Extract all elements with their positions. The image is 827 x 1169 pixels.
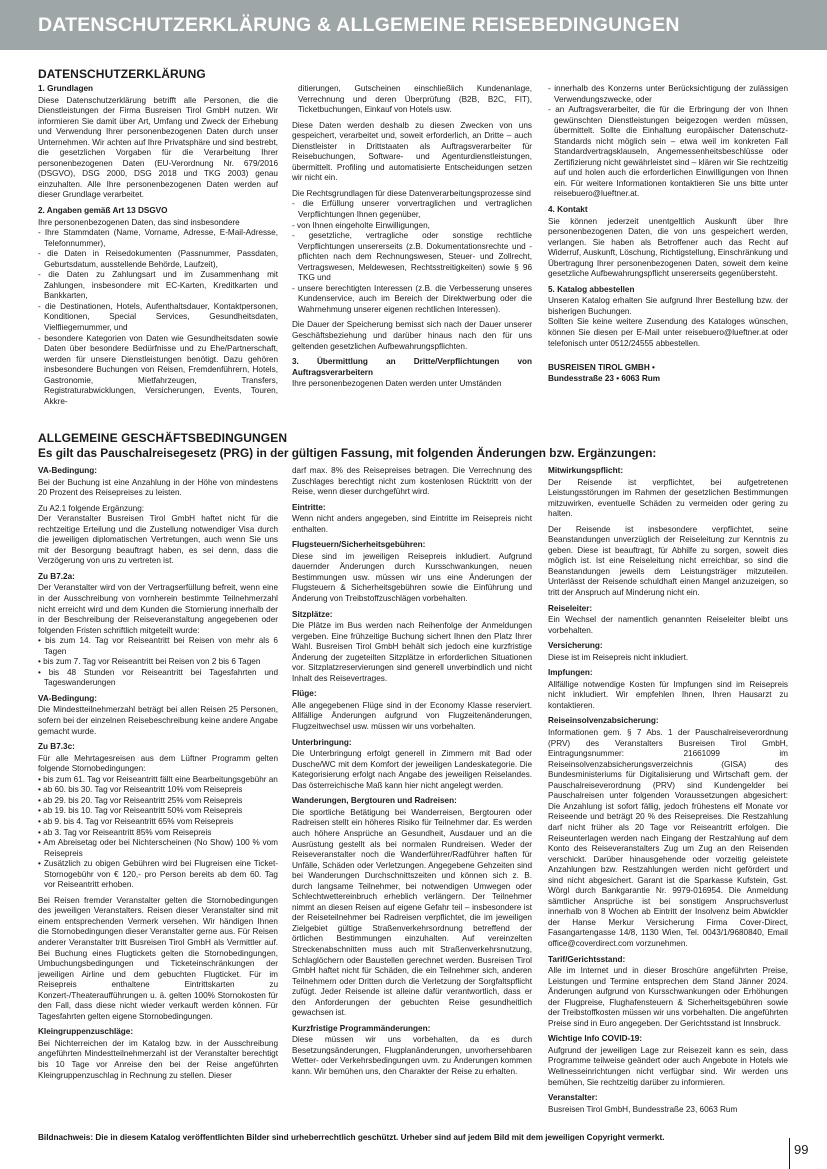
heading-fluege: Flüge: [292, 689, 317, 699]
list-item: - gesetzliche, vertragliche oder sonstige rechtliche Verpflichtungen unsererseits (z.B. Dokumentationsrechte und -pflichten nach dem Rechnungswesen, Steuer- und Zollrecht, Vertragswesen, Meldewesen, Rechtsstreitigkeiten) sowie § 96 TKG und [292, 231, 532, 284]
paragraph: Für alle Mehrtagesreisen aus dem Lüftner Programm gelten folgende Stornobedingungen: [38, 753, 278, 774]
heading-programmaenderungen: Kurzfristige Programmänderungen: [292, 1023, 431, 1033]
heading-kontakt: 4. Kontakt [548, 205, 588, 215]
terms-column-1 [38, 466, 278, 1118]
list-item: • Zusätzlich zu obigen Gebühren wird bei Flugreisen eine Ticket-Stornogebühr von € 120,- pro Person bereits ab dem 60. Tag vor Reiseantritt erhoben. [38, 859, 278, 891]
privacy-column-2 [292, 84, 532, 408]
list-item: • ab 60. bis 30. Tag vor Reiseantritt 10% vom Reisepreis [38, 785, 278, 796]
paragraph: Ihre personenbezogenen Daten, das sind insbesondere [38, 217, 240, 227]
paragraph: Zu A2.1 folgende Ergänzung: [38, 503, 145, 513]
page-number: 99 [794, 1142, 809, 1157]
paragraph: Diese Datenschutzerklärung betrifft alle Personen, die die Dienstleistungen der Firma Busreisen Tirol GmbH nutzen. Wir informieren Sie damit über Art, Umfang und Zweck der Erhebung und Verwendung Ihrer personenbezogenen Daten durch unser Unternehmen. Wir achten auf Ihre Privatsphäre und sind bestrebt, die gesetzlichen Vorgaben für die Verarbeitung Ihrer personenbezogenen Daten (EU-Verordnung Nr. 679/2016 (DSGVO), DSG 2000, DSG 2018 und TKG 2003) genau einzuhalten. Alle Ihre personenbezogenen Daten werden auf dieser Grundlage verarbeitet. [38, 95, 278, 200]
paragraph: Ihre personenbezogenen Daten werden unter Umständen [292, 379, 502, 389]
heading-flugsteuern: Flugsteuern/Sicherheitsgebühren: [292, 540, 426, 550]
heading-wanderungen: Wanderungen, Bergtouren und Radreisen: [292, 796, 457, 806]
heading-b73c: Zu B7.3c: [38, 742, 75, 752]
list-item: • ab 9. bis 4. Tag vor Reiseantritt 65% vom Reisepreis [38, 817, 278, 828]
paragraph: Sollten Sie keine weitere Zusendung des Kataloges wünschen, können Sie diesen per E-Mail unter reisebuero@lueftner.at oder telefonisch unter 0512/24555 abbestellen. [548, 317, 788, 348]
heading-sitzplaetze: Sitzplätze: [292, 609, 333, 619]
heading-angaben: 2. Angaben gemäß Art 13 DSGVO [38, 206, 168, 216]
heading-kleingruppen: Kleingruppenzuschläge: [38, 1027, 134, 1037]
paragraph: Der Veranstalter wird von der Vertragserfüllung befreit, wenn eine in der Ausschreibung von vornherein bestimmte Teilnehmerzahl nicht erreicht wird und dem Kunden die Stornierung innerhalb der in der Beschreibung der Reiseveranstaltung angegebenen oder folgenden Fristen schriftlich mitgeteilt wurde: [38, 583, 278, 635]
heading-covid: Wichtige Info COVID-19: [548, 1034, 643, 1044]
paragraph: Bei der Buchung ist eine Anzahlung in der Höhe von mindestens 20 Prozent des Reisepreises zu leisten. [38, 477, 278, 498]
list-item: • ab 19. bis 10. Tag vor Reiseantritt 50% vom Reisepreis [38, 806, 278, 817]
paragraph: Informationen gem. § 7 Abs. 1 der Pauschalreiseverordnung (PRV) des Veranstalters Busreisen Tirol GmbH, Eintragungsnummer: 21661099 im Reiseinsolvenzabsicherungsverzeichnis (GISA) des Bundesministeriums für Digitalisierung und Wirtschaft gem. der Pauschalreiseverordnung (PRV) sind Kundengelder bei Pauschalreisen unter folgenden Voraussetzungen abgesichert: Die Anzahlung ist sofort fällig, jedoch frühestens elf Monate vor Reiseende und beträgt 20 % des Reisepreises. Die Restzahlung darf nicht früher als 20 Tage vor Reiseantritt erfolgen. Die Reiseunterlagen werden nach Eingang der Restzahlung auf dem Konto des Reiseveranstalters Zug um Zug an den Reisenden verschickt. Darüber hinausgehende oder vorzeitig geleistete Anzahlungen bzw. Restzahlungen werden nicht gefördert und sind nicht abgesichert. Garant ist die Sparkasse Kufstein, Gst. Wörgl durch Bankgarantie Nr. 9979-016954. Die Anmeldung sämtlicher Ansprüche ist bei sonstigem Anspruchsverlust innerhalb von 8 Wochen ab Eintritt der Insolvenz beim Abwickler der Hanse Merkur Versicherung Firma Cover-Direct, Fasangartengasse 14/8, 1130 Wien, Tel. 0043/1/9680840, Email office@coverdirect.com vorzunehmen. [548, 728, 788, 948]
cancellation-fees-list [38, 775, 278, 891]
list-item: - innerhalb des Konzerns unter Berücksichtigung der zulässigen Verwendungszwecke, oder [548, 84, 788, 105]
list-item: • bis 48 Stunden vor Reiseantritt bei Tagesfahrten und Tageswanderungen [38, 668, 278, 689]
heading-katalog: 5. Katalog abbestellen [548, 284, 635, 294]
paragraph: Wenn nicht anders angegeben, sind Eintritte im Reisepreis nicht enthalten. [292, 514, 532, 534]
heading-insolvenzabsicherung: Reiseinsolvenzabsicherung: [548, 716, 659, 726]
paragraph: Busreisen Tirol GmbH, Bundesstraße 23, 6063 Rum [548, 1104, 738, 1114]
list-item: • bis zum 61. Tag vor Reiseantritt fällt eine Bearbeitungsgebühr an [38, 775, 278, 786]
terms-section-title: ALLGEMEINE GESCHÄFTSBEDINGUNGEN [38, 431, 288, 445]
heading-tarif: Tarif/Gerichtsstand: [548, 954, 626, 964]
header-banner [0, 0, 827, 50]
privacy-column-1 [38, 84, 278, 408]
list-item: • bis zum 14. Tag vor Reiseantritt bei Reisen von mehr als 6 Tagen [38, 636, 278, 657]
terms-column-3 [548, 466, 788, 1118]
cancellation-deadline-list [38, 636, 278, 689]
paragraph: Diese ist im Reisepreis nicht inkludiert. [548, 652, 689, 662]
paragraph: Die Rechtsgrundlagen für diese Datenverarbeitungsprozesse sind [292, 188, 531, 198]
paragraph: Die sportliche Betätigung bei Wanderreisen, Bergtouren oder Radreisen stellt ein höheres Risiko für Teilnehmer dar. Es werden auch höhere Ansprüche an Gesundheit, Ausdauer und an die Ausrüstung gestellt als bei normalen Rundreisen. Weder der Reiseveranstalter noch die Wanderführer/Radführer haften für Unfälle, Schäden oder Verletzungen. Angegebene Gehzeiten sind bei Wanderungen Durchschnittszeiten und können sich z. B. durch langsame Teilnehmer, bei notwendigen Umwegen oder Schlechtwettereinbruch erheblich verlängern. Der Teilnehmer nimmt an diesen Reisen auf eigene Gefahr teil – insbesondere ist der Reiseteilnehmer bei Radreisen verpflichtet, die im jeweiligen Zielgebiet gültige Straßenverkehrsordnung betreffend der örtlichen Bestimmungen einzuhalten. Auf vereinzelten Streckenabschnitten muss auch mit Straßenverkehrsnutzung, Schlaglöchern oder Baustellen gerechnet werden. Busreisen Tirol GmbH haftet nicht für Schäden, die ein Teilnehmer sich, anderen Teilnehmern oder Dritten durch die Verletzung der Sorgfaltspflicht zufügt. Jeder Reisende ist alleine dafür verantwortlich, dass er den Anforderungen der gebuchten Reise gesundheitlich gewachsen ist. [292, 807, 532, 1018]
company-address: Bundesstraße 23 • 6063 Rum [548, 373, 661, 383]
footer-divider [789, 1138, 790, 1169]
paragraph: Die Plätze im Bus werden nach Reihenfolge der Anmeldungen vergeben. Eine frühzeitige Buchung sichert Ihnen den Platz Ihrer Wahl. Busreisen Tirol GmbH behält sich jedoch eine kurzfristige Änderung der zugeteilten Sitzplätze in erforderlichen Situationen vor. Sitzplatzreservierungen sind generell unverbindlich und nicht Inhalt des Reisevertrages. [292, 621, 532, 683]
transfer-list [548, 84, 788, 200]
heading-b72a: Zu B7.2a: [38, 571, 75, 581]
list-item: • bis zum 7. Tag vor Reiseantritt bei Reisen von 2 bis 6 Tagen [38, 657, 278, 668]
paragraph: Alle im Internet und in dieser Broschüre angeführten Preise, Leistungen und Termine entsprechen dem Stand Jänner 2024. Änderungen aufgrund von Kursschwankungen oder Erhöhungen der Flugpreise, Flughafensteuern & Sicherheitsgebühren sowie der Treibstoffkosten müssen wir uns vorbehalten. Die angeführten Preise sind in Euro angegeben. Der Gerichtsstand ist Innsbruck. [548, 966, 788, 1028]
list-item: - besondere Kategorien von Daten wie Gesundheitsdaten sowie Daten über besondere Bedürfnisse und zu Ehe/Partnerschaft, werden für unsere Dienstleistungen benötigt. Dazu gehören insbesondere Buchungen von Reisen, Fremdenführern, Hotels, Gastronomie, Mietfahrzeugen, Transfers, Registraturabwicklungen, Versicherungen, Events, Touren, Akkre- [38, 334, 278, 408]
paragraph: Der Reisende ist insbesondere verpflichtet, seine Beanstandungen unverzüglich der Reiseleitung zur Kenntnis zu geben. Diese ist beauftragt, für Abhilfe zu sorgen, soweit dies möglich ist. Ist eine Reiseleitung nicht erreichbar, so sind die Beanstandungen jeweils dem Leistungsträger mitzuteilen. Unterlässt der Reisende schuldhaft einen Mangel anzuzeigen, so tritt der Anspruch auf Minderung nicht ein. [548, 524, 788, 598]
paragraph: Bei Nichterreichen der im Katalog bzw. in der Ausschreibung angeführten Mindestteilnehmerzahl ist der Veranstalter berechtigt bis 10 Tage vor Anreise den bei der Reise angeführten Kleingruppenzuschlag in Rechnung zu stellen. Dieser [38, 1038, 278, 1080]
list-item: - die Erfüllung unserer vorvertraglichen und vertraglichen Verpflichtungen Ihnen gegenüber, [292, 199, 532, 220]
paragraph: Der Veranstalter Busreisen Tirol GmbH haftet nicht für die rechtzeitige Erteilung und die Zustellung notwendiger Visa durch die jeweiligen diplomatischen Vertretungen, auch wenn Sie uns mit der Besorgung beauftragt haben, es sei denn, dass die Verzögerung von uns zu vertreten ist. [38, 514, 278, 566]
terms-subtitle: Es gilt das Pauschalreisegesetz (PRG) in der gültigen Fassung, mit folgenden Änderungen bzw. Ergänzungen: [38, 446, 657, 460]
heading-unterbringung: Unterbringung: [292, 737, 352, 747]
terms-column-2 [292, 466, 532, 1118]
list-item: • ab 3. Tag vor Reiseantritt 85% vom Reisepreis [38, 828, 278, 839]
paragraph: Bei Reisen fremder Veranstalter gelten die Stornobedingungen des jeweiligen Veranstalters. Reisen dieser Veranstalter sind mit einem entsprechenden Vermerk versehen. Wir händigen Ihnen die Stornobedingungen dieser Veranstalter gerne aus. Für Reisen anderer Veranstalter tritt Busreisen Tirol GmbH als Vermittler auf. Bei Buchung eines Flugtickets gelten die Stornobedingungen, Umbuchungsbedingungen und Ticketeinschränkungen der jeweiligen Airline und dem gebuchten Flugticket. Für im Reisepreis enthaltene Eintrittskarten zu Konzert-/Theateraufführungen u. ä. gelten 100% Stornokosten für den Fall, dass diese nicht wieder verkauft werden können. Für Tagesfahrten gelten eigene Stornobedingungen. [38, 895, 278, 1021]
heading-veranstalter: Veranstalter: [548, 1093, 598, 1103]
image-credits-note: Bildnachweis: Die in diesem Katalog veröffentlichten Bilder sind urheberrechtlich geschützt. Urheber sind auf jedem Bild mit dem jeweiligen Copyright vermerkt. [38, 1133, 665, 1142]
paragraph: Sie können jederzeit unentgeltlich Auskunft über Ihre personenbezogenen Daten, die von uns gespeichert werden, verlangen. Sie haben als Betroffener auch das Recht auf Widerruf, Auskunft, Löschung, Richtigstellung, Einschränkung und Übertragung Ihrer personenbezogenen Daten, soweit dem keine gesetzliche Aufbewahrungspflicht unsererseits gegenübersteht. [548, 216, 788, 279]
paragraph: Die Unterbringung erfolgt generell in Zimmern mit Bad oder Dusche/WC mit dem Komfort der jeweiligen Landeskategorie. Die Kategorisierung erfolgt nach Angabe des jeweiligen Reiselandes. Das österreichische Maß kann hier nicht angelegt werden. [292, 749, 532, 790]
paragraph: Aufgrund der jeweiligen Lage zur Reisezeit kann es sein, dass Programme teilweise geändert oder auch Angebote in Hotels wie Wellnesseinrichtungen nicht verfügbar sind. Wir werden uns bemühen, Sie rechtzeitig darüber zu informieren. [548, 1045, 788, 1087]
paragraph: ditierungen, Gutscheinen einschließlich Kundenanlage, Verrechnung und deren Überprüfung (B2B, B2C, FIT), Ticketbuchungen, Einkauf von Hotels usw. [298, 84, 532, 115]
list-item: - an Auftragsverarbeiter, die für die Erbringung der von Ihnen gewünschten Dienstleistungen beigezogen werden müssen, übermittelt. Sollte die Einhaltung europäischer Datenschutz-Standards nicht möglich sein – etwa weil im konkreten Fall Standardvertragsklauseln, Angemessenheitsbeschlüsse oder Zertifizierung nicht gewährleistet sind – klären wir Sie rechtzeitig auf und holen auch die erforderlichen Einwilligungen von Ihnen ein. Für weitere Informationen kontaktieren Sie uns bitte unter reisebuero@lueftner.at. [548, 105, 788, 200]
paragraph: Der Reisende ist verpflichtet, bei aufgetretenen Leistungsstörungen im Rahmen der gesetzlichen Bestimmungen mitzuwirken, eventuelle Schäden zu vermeiden oder gering zu halten. [548, 477, 788, 519]
paragraph: Ein Wechsel der namentlich genannten Reiseleiter bleibt uns vorbehalten. [548, 615, 788, 635]
paragraph: darf max. 8% des Reisepreises betragen. Die Verrechnung des Zuschlages berechtigt nicht zum kostenlosen Rücktritt von der Reise, wenn dieser durchgeführt wird. [292, 466, 532, 497]
data-categories-list [38, 228, 278, 407]
list-item: - die Daten in Reisedokumenten (Passnummer, Passdaten, Geburtsdatum, ausstellende Behörde, Laufzeit), [38, 249, 278, 270]
paragraph: Diese sind im jeweiligen Reisepreis inkludiert. Aufgrund dauernder Änderungen durch Kursschwankungen, neuen Bestimmungen usw. müssen wir uns eine Änderungen der Flugsteuern & Sicherheitsgebühren sowie die Einführung und Änderung von Treibstoffzuschlägen vorbehalten. [292, 551, 532, 604]
list-item: - von Ihnen eingeholte Einwilligungen, [292, 221, 532, 232]
list-item: - die Daten zu Zahlungsart und im Zusammenhang mit Zahlungen, insbesondere mit EC-Karten, Kreditkarten und Bankkarten, [38, 270, 278, 302]
heading-va-bedingung: VA-Bedingung: [38, 466, 97, 475]
list-item: - Ihre Stammdaten (Name, Vorname, Adresse, E-Mail-Adresse, Telefonnummer), [38, 228, 278, 249]
paragraph: Alle angegebenen Flüge sind in der Economy Klasse reserviert. Allfällige Änderungen aufgrund von Flugzeitenänderungen, Flugzeitwechsel usw. müssen wir uns vorbehalten. [292, 700, 532, 732]
heading-mitwirkungspflicht: Mitwirkungspflicht: [548, 466, 624, 475]
heading-impfungen: Impfungen: [548, 668, 593, 678]
heading-versicherung: Versicherung: [548, 641, 603, 651]
paragraph: Diese Daten werden deshalb zu diesen Zwecken von uns gespeichert, verarbeitet und, soweit erforderlich, an Dritte – auch Dienstleister in Drittstaaten als Auftragsverarbeiter für Reisebuchungen, Software- und Agenturdienstleistungen, übermittelt. Profiling und automatisierte Entscheidungen setzen wir nicht ein. [292, 120, 532, 183]
heading-reiseleiter: Reiseleiter: [548, 603, 593, 613]
paragraph: Unseren Katalog erhalten Sie aufgrund Ihrer Bestellung bzw. der bisherigen Buchungen. [548, 296, 788, 316]
heading-va-bedingung-2: VA-Bedingung: [38, 693, 97, 703]
page-title: DATENSCHUTZERKLÄRUNG & ALLGEMEINE REISEBEDINGUNGEN [38, 14, 680, 36]
heading-eintritte: Eintritte: [292, 502, 326, 512]
list-item: - unsere berechtigten Interessen (z.B. die Verbesserung unseres Kundenservice, auch im Bereich der Direktwerbung oder die Wahrnehmung unserer eigenen rechtlichen Interessen). [292, 284, 532, 316]
list-item: • Am Abreisetag oder bei Nichterscheinen (No Show) 100 % vom Reisepreis [38, 838, 278, 859]
heading-uebermittlung: 3. Übermittlung an Dritte/Verpflichtungen von Auftragsverarbeitern [292, 357, 532, 377]
paragraph: Diese müssen wir uns vorbehalten, da es durch Besetzungsänderungen, Flugplanänderungen, unvorhersehbaren Wetter- oder Verkehrsbedingungen uvm. zu Änderungen kommen kann. Wir bemühen uns, den Charakter der Reise zu erhalten. [292, 1035, 532, 1076]
privacy-section-title: DATENSCHUTZERKLÄRUNG [38, 67, 206, 81]
company-name: BUSREISEN TIROL GMBH • [548, 363, 655, 373]
legal-basis-list [292, 199, 532, 315]
paragraph: Die Mindestteilnehmerzahl beträgt bei allen Reisen 25 Personen, sofern bei der einzelnen Reisebeschreibung keine andere Angabe gemacht wurde. [38, 705, 278, 736]
list-item: • ab 29. bis 20. Tag vor Reiseantritt 25% vom Reisepreis [38, 796, 278, 807]
paragraph: Die Dauer der Speicherung bemisst sich nach der Dauer unserer Geschäftsbeziehung und darüber hinaus nach den für uns geltenden gesetzlichen Aufbewahrungspflichten. [292, 320, 532, 351]
heading-grundlagen: 1. Grundlagen [38, 84, 94, 93]
privacy-column-3 [548, 84, 788, 408]
paragraph: Allfällige notwendige Kosten für Impfungen sind im Reisepreis nicht inkludiert. Wir empfehlen Ihnen, Ihren Hausarzt zu kontaktieren. [548, 679, 788, 710]
list-item: - die Destinationen, Hotels, Aufenthaltsdauer, Kontaktpersonen, Konditionen, Special Services, Gesundheitsdaten, Vielfliegernummer, und [38, 302, 278, 334]
